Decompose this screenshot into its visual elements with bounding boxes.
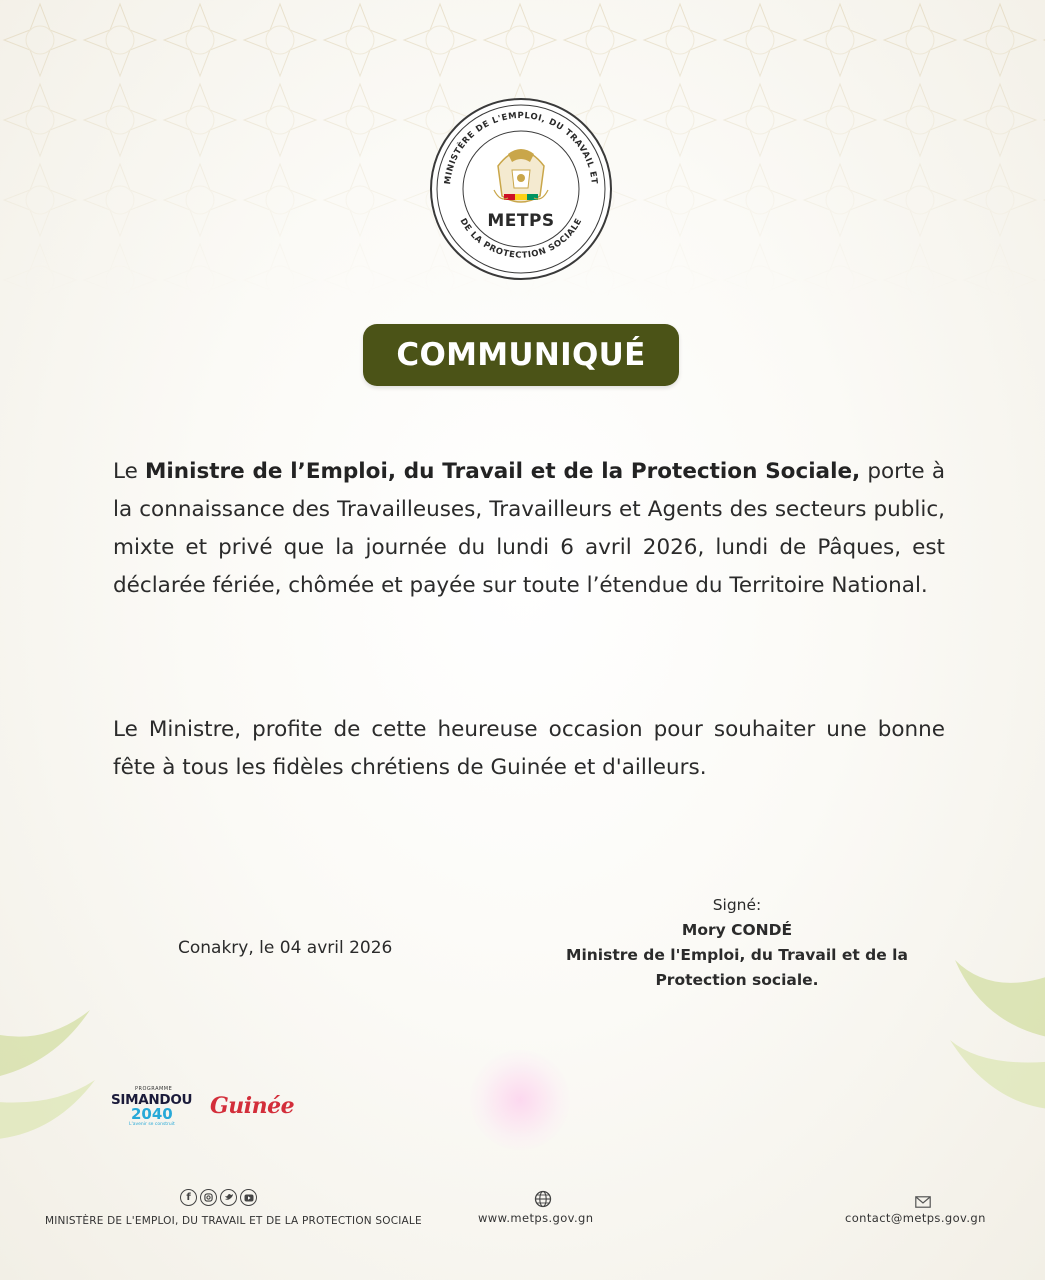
paragraph1-rest: porte à la connaissance des Travailleuses, Travailleurs et Agents des secteurs public, mixte et privé que la journée du lundi 6 avril 2026, lundi de Pâques, est déclarée fériée, chômée et payée sur toute l’étendue du Territoire National. bbox=[113, 459, 945, 598]
guinee-brand-logo: Guinée bbox=[210, 1093, 295, 1119]
simandou-word: SIMANDOU bbox=[111, 1092, 193, 1108]
signatory-role-line2: Protection sociale. bbox=[655, 971, 819, 989]
youtube-icon[interactable] bbox=[240, 1189, 257, 1206]
signature-block bbox=[566, 893, 908, 993]
simandou-2040-logo bbox=[111, 1086, 199, 1130]
social-icons bbox=[180, 1189, 257, 1206]
palm-leaf-right-decoration bbox=[945, 940, 1045, 1140]
document-title: COMMUNIQUÉ bbox=[396, 337, 646, 373]
simandou-tagline: L'avenir se construit bbox=[129, 1122, 175, 1127]
palm-leaf-left-decoration bbox=[0, 990, 100, 1190]
twitter-icon[interactable] bbox=[220, 1189, 237, 1206]
simandou-program-label: PROGRAMME bbox=[135, 1086, 173, 1092]
mail-icon bbox=[915, 1196, 931, 1208]
globe-icon bbox=[534, 1190, 552, 1208]
paragraph-announcement bbox=[113, 453, 945, 605]
signatory-role-line1: Ministre de l'Emploi, du Travail et de la bbox=[566, 946, 908, 964]
place-and-date: Conakry, le 04 avril 2026 bbox=[178, 938, 393, 958]
footer-email-link[interactable]: contact@metps.gov.gn bbox=[845, 1211, 986, 1225]
ministry-seal-logo bbox=[428, 96, 614, 282]
footer-website-link[interactable]: www.metps.gov.gn bbox=[478, 1211, 594, 1225]
paragraph1-bold-ministry: Ministre de l’Emploi, du Travail et de la Protection Sociale, bbox=[145, 459, 861, 484]
seal-acronym: METPS bbox=[487, 211, 555, 231]
footer-ministry-name: MINISTÈRE DE L'EMPLOI, DU TRAVAIL ET DE LA PROTECTION SOCIALE bbox=[45, 1215, 422, 1227]
paragraph1-intro: Le bbox=[113, 459, 145, 484]
simandou-year: 2040 bbox=[131, 1105, 173, 1123]
pink-light-glow bbox=[470, 1050, 570, 1150]
paragraph-greetings: Le Ministre, profite de cette heureuse occasion pour souhaiter une bonne fête à tous les fidèles chrétiens de Guinée et d'ailleurs. bbox=[113, 717, 945, 780]
title-banner bbox=[363, 324, 679, 386]
signatory-name: Mory CONDÉ bbox=[681, 921, 793, 939]
instagram-icon[interactable] bbox=[200, 1189, 217, 1206]
facebook-icon[interactable]: f bbox=[180, 1189, 197, 1206]
seal-ring-top-text: MINISTÈRE DE L'EMPLOI, DU TRAVAIL ET bbox=[443, 111, 599, 186]
signed-label: Signé: bbox=[712, 896, 762, 914]
seal-ring-bottom-text: DE LA PROTECTION SOCIALE bbox=[457, 216, 585, 261]
